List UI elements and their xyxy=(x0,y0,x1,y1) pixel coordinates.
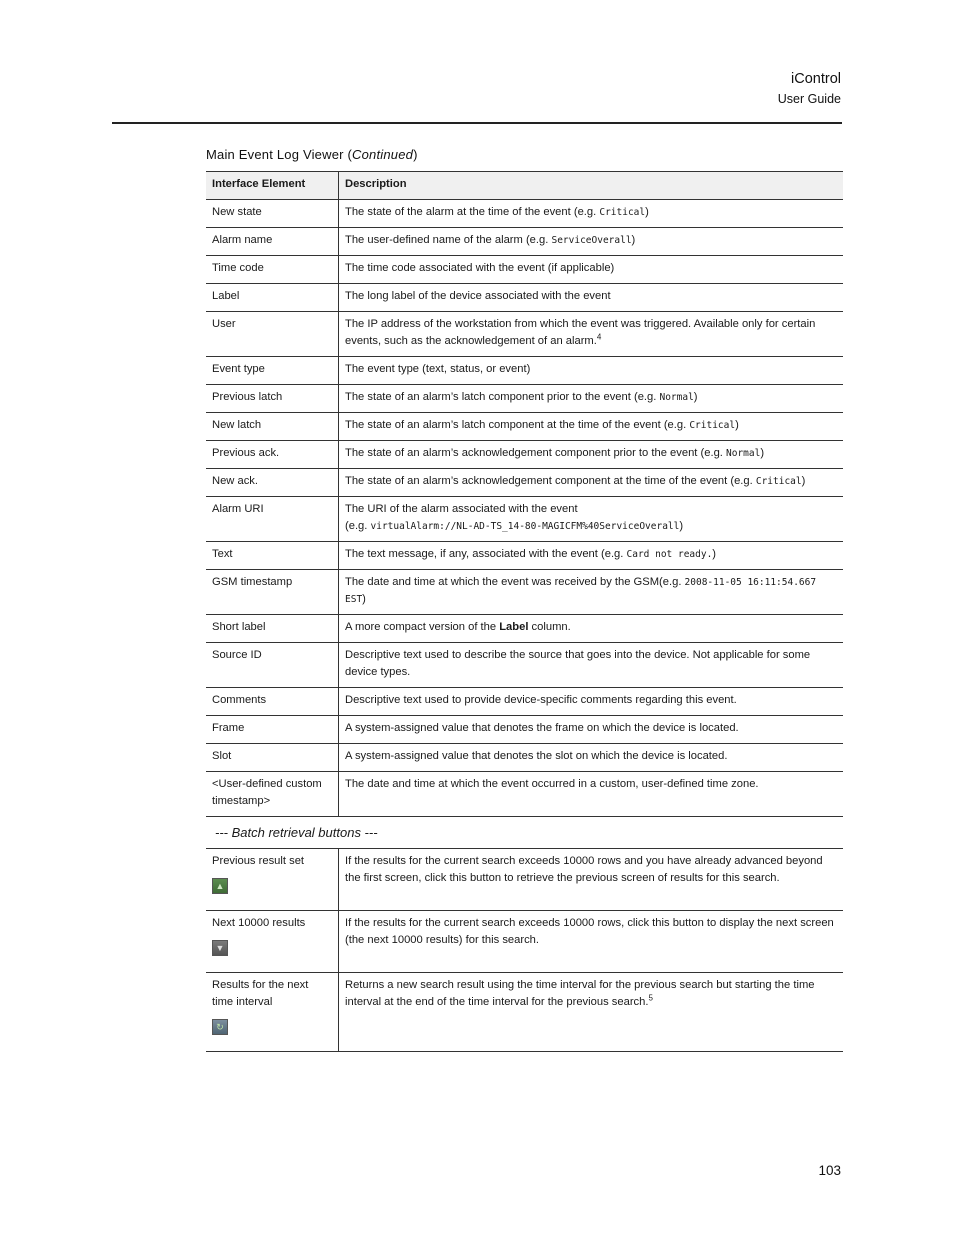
description-cell: The date and time at which the event was received by the GSM(e.g. 2008-11-05 16:11:54.667 EST) xyxy=(339,570,844,615)
table-row xyxy=(206,973,843,1052)
description-cell: The URI of the alarm associated with the event (e.g. virtualAlarm://NL-AD-TS_14-80-MAGICFM%40ServiceOverall) xyxy=(339,497,844,542)
element-cell xyxy=(206,973,339,1052)
description-cell: The state of the alarm at the time of the event (e.g. Critical) xyxy=(339,200,844,228)
table-row xyxy=(206,312,843,357)
element-cell: Frame xyxy=(206,716,339,744)
description-cell: If the results for the current search exceeds 10000 rows and you have already advanced beyond the first screen, click this button to retrieve the previous screen of results for this search. xyxy=(339,849,844,911)
table-row xyxy=(206,200,843,228)
table-row xyxy=(206,413,843,441)
element-cell: Source ID xyxy=(206,643,339,688)
description-cell: If the results for the current search exceeds 10000 rows, click this button to display the next screen (the next 10000 results) for this search. xyxy=(339,911,844,973)
table-row xyxy=(206,911,843,973)
table-row xyxy=(206,228,843,256)
element-cell xyxy=(206,911,339,973)
description-cell: The time code associated with the event (if applicable) xyxy=(339,256,844,284)
doc-title: iControl xyxy=(791,71,841,87)
table-row xyxy=(206,542,843,570)
table-row xyxy=(206,615,843,643)
table-row xyxy=(206,385,843,413)
element-cell: GSM timestamp xyxy=(206,570,339,615)
element-cell xyxy=(206,849,339,911)
element-cell: Text xyxy=(206,542,339,570)
description-cell: The date and time at which the event occurred in a custom, user-defined time zone. xyxy=(339,772,844,817)
footnote-ref: 5 xyxy=(648,993,653,1003)
element-cell: Short label xyxy=(206,615,339,643)
down-arrow-icon: ▼ xyxy=(212,940,228,956)
table-row xyxy=(206,688,843,716)
batch-separator-row xyxy=(206,817,843,849)
table-row xyxy=(206,256,843,284)
header-description: Description xyxy=(339,172,844,200)
table-row xyxy=(206,849,843,911)
element-cell: New ack. xyxy=(206,469,339,497)
element-cell: Previous latch xyxy=(206,385,339,413)
up-arrow-icon: ▲ xyxy=(212,878,228,894)
description-cell: The text message, if any, associated with the event (e.g. Card not ready.) xyxy=(339,542,844,570)
table-header-row xyxy=(206,172,843,200)
description-cell: Returns a new search result using the time interval for the previous search but starting the time interval at the end of the time interval for the previous search.$^5$ xyxy=(339,973,844,1052)
table-row xyxy=(206,469,843,497)
description-cell: The state of an alarm’s acknowledgement component prior to the event (e.g. Normal) xyxy=(339,441,844,469)
element-cell: <User-defined custom timestamp> xyxy=(206,772,339,817)
doc-subtitle: User Guide xyxy=(777,92,841,106)
element-cell: Previous ack. xyxy=(206,441,339,469)
description-cell: The long label of the device associated with the event xyxy=(339,284,844,312)
element-cell: Event type xyxy=(206,357,339,385)
description-cell: The state of an alarm’s latch component at the time of the event (e.g. Critical) xyxy=(339,413,844,441)
table-row xyxy=(206,744,843,772)
element-cell: New state xyxy=(206,200,339,228)
table-row xyxy=(206,441,843,469)
table-row xyxy=(206,357,843,385)
footnote-ref: 4 xyxy=(596,332,602,342)
description-cell: A more compact version of the Label column. xyxy=(339,615,844,643)
element-cell: Label xyxy=(206,284,339,312)
page-number: 103 xyxy=(818,1163,841,1178)
description-cell: Descriptive text used to describe the source that goes into the device. Not applicable for some device types. xyxy=(339,643,844,688)
element-cell: Alarm name xyxy=(206,228,339,256)
header-rule xyxy=(112,122,842,124)
description-cell: Descriptive text used to provide device-specific comments regarding this event. xyxy=(339,688,844,716)
description-cell: The user-defined name of the alarm (e.g. ServiceOverall) xyxy=(339,228,844,256)
description-cell: The IP address of the workstation from which the event was triggered. Available only for certain events, such as the acknowledgement of an alarm.$^4$ xyxy=(339,312,844,357)
table-row xyxy=(206,643,843,688)
description-cell: A system-assigned value that denotes the frame on which the device is located. xyxy=(339,716,844,744)
refresh-icon: ↻ xyxy=(212,1019,228,1035)
description-cell: The state of an alarm’s latch component prior to the event (e.g. Normal) xyxy=(339,385,844,413)
element-cell: Time code xyxy=(206,256,339,284)
description-cell: The event type (text, status, or event) xyxy=(339,357,844,385)
description-cell: The state of an alarm’s acknowledgement component at the time of the event (e.g. Critical) xyxy=(339,469,844,497)
description-cell: A system-assigned value that denotes the slot on which the device is located. xyxy=(339,744,844,772)
element-label: Next 10000 results xyxy=(212,917,306,929)
event-log-table xyxy=(206,171,843,1052)
element-cell: Alarm URI xyxy=(206,497,339,542)
table-row xyxy=(206,772,843,817)
table-row xyxy=(206,497,843,542)
table-caption: Main Event Log Viewer (Continued) xyxy=(206,147,418,162)
element-cell: Comments xyxy=(206,688,339,716)
element-cell: Slot xyxy=(206,744,339,772)
element-cell: New latch xyxy=(206,413,339,441)
element-label: Results for the next time interval xyxy=(212,979,309,1008)
batch-separator-label: --- Batch retrieval buttons --- xyxy=(206,817,843,849)
table-row xyxy=(206,570,843,615)
table-row xyxy=(206,716,843,744)
element-label: Previous result set xyxy=(212,855,305,867)
element-cell: User xyxy=(206,312,339,357)
header-interface-element: Interface Element xyxy=(206,172,339,200)
table-row xyxy=(206,284,843,312)
